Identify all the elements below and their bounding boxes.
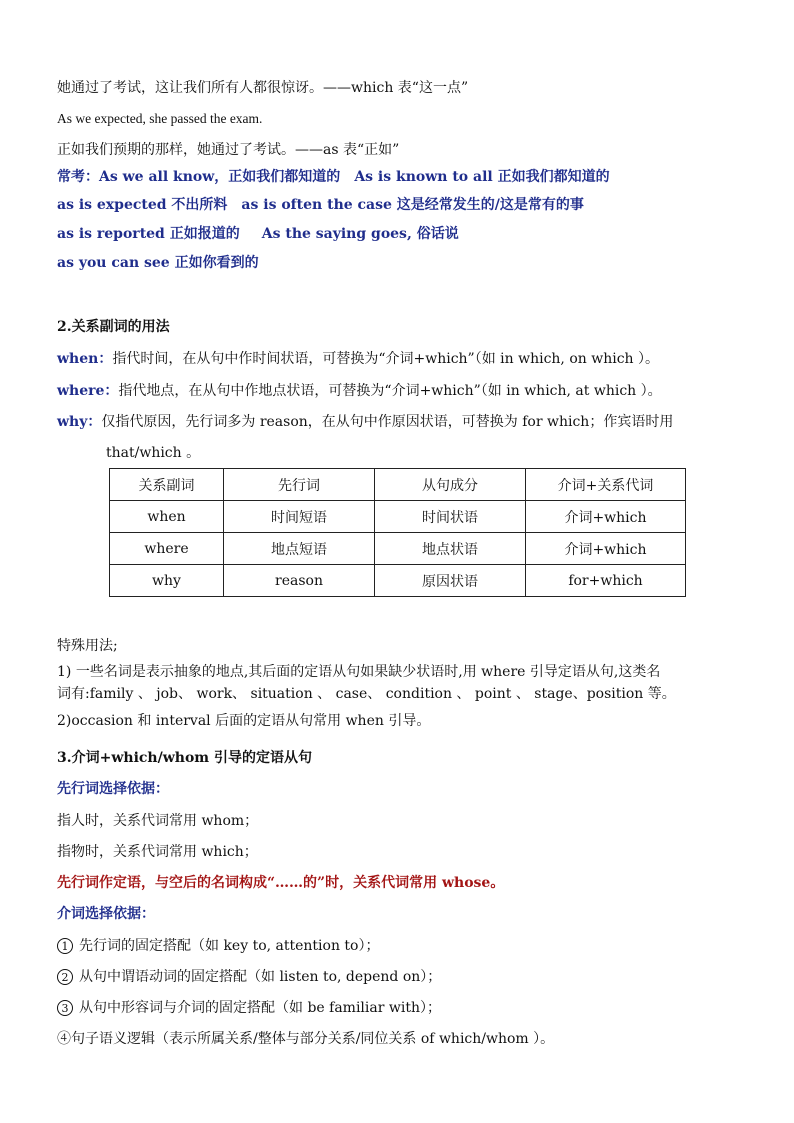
special-usage-title: 特殊用法;: [57, 638, 118, 654]
section-3-heading: 3.介词+which/whom 引导的定语从句: [57, 750, 312, 766]
circled-number-1: 1: [57, 938, 73, 954]
table-cell: for+which: [526, 565, 686, 597]
line-common-phrases-3: [57, 224, 459, 244]
when-definition: [57, 349, 659, 369]
preposition-basis-heading: 介词选择依据：: [57, 906, 155, 922]
person-rule: 指人时，关系代词常用 whom；: [57, 813, 259, 829]
rule-text: 从句中谓语动词的固定搭配（如 listen to, depend on）；: [79, 969, 442, 985]
line-common-phrases-1: [57, 167, 610, 187]
phrase-as-we-all-know: 常考：As we all know，正如我们都知道的: [57, 169, 341, 185]
table-header-cell: 先行词: [224, 469, 375, 501]
table-cell: 地点状语: [375, 533, 526, 565]
line-english-example: As we expected, she passed the exam.: [57, 111, 263, 126]
table-cell: 介词+which: [526, 501, 686, 533]
thing-rule: 指物时，关系代词常用 which；: [57, 844, 258, 860]
phrase-as-is-known: As is known to all 正如我们都知道的: [354, 169, 610, 185]
table-row: [110, 533, 686, 565]
table-header-cell: 关系副词: [110, 469, 224, 501]
table-cell: why: [110, 565, 224, 597]
table-cell: 地点短语: [224, 533, 375, 565]
rule-text: 先行词的固定搭配（如 key to, attention to）；: [79, 938, 380, 954]
table-header-cell: 从句成分: [375, 469, 526, 501]
rule-text: 从句中形容词与介词的固定搭配（如 be familiar with）；: [79, 1000, 441, 1016]
relative-adverb-table: [109, 468, 686, 597]
section-2-heading: 2.关系副词的用法: [57, 319, 170, 335]
why-description: 仅指代原因，先行词多为 reason，在从句中作原因状语，可替换为 for which；作宾语时用: [101, 414, 674, 430]
antecedent-basis-heading: 先行词选择依据：: [57, 781, 169, 797]
when-term: when：: [57, 351, 113, 367]
preposition-rule-4: ④句子语义逻辑（表示所属关系/整体与部分关系/同位关系 of which/whom ）。: [57, 1031, 555, 1047]
line-common-phrases-2: [57, 195, 584, 215]
why-definition: [57, 412, 673, 432]
where-description: 指代地点，在从句中作地点状语，可替换为“介词+which”（如 in which, at which ）。: [118, 383, 662, 399]
where-term: where：: [57, 383, 119, 399]
preposition-rule-3: [57, 998, 441, 1018]
table-header-cell: 介词+关系代词: [526, 469, 686, 501]
phrase-as-is-expected: as is expected 不出所料: [57, 197, 228, 213]
preposition-rule-2: [57, 967, 441, 987]
special-usage-p1-cont: 词有:family 、 job、 work、 situation 、 case、 condition 、 point 、 stage、position 等。: [57, 686, 676, 702]
phrase-as-the-saying: As the saying goes, 俗话说: [261, 226, 459, 242]
line-as-example: 正如我们预期的那样，她通过了考试。——as 表“正如”: [57, 142, 400, 158]
table-cell: 介词+which: [526, 533, 686, 565]
phrase-as-is-reported: as is reported 正如报道的: [57, 226, 240, 242]
table-row: [110, 501, 686, 533]
table-cell: when: [110, 501, 224, 533]
table-cell: 原因状语: [375, 565, 526, 597]
when-description: 指代时间，在从句中作时间状语，可替换为“介词+which”（如 in which, on which ）。: [112, 351, 660, 367]
whose-rule: 先行词作定语，与空后的名词构成“……的”时，关系代词常用 whose。: [57, 875, 505, 891]
why-term: why：: [57, 414, 102, 430]
table-row: [110, 565, 686, 597]
special-usage-p2: 2)occasion 和 interval 后面的定语从句常用 when 引导。: [57, 713, 431, 729]
line-which-example: 她通过了考试，这让我们所有人都很惊讶。——which 表“这一点”: [57, 80, 469, 96]
table-cell: where: [110, 533, 224, 565]
line-common-phrases-4: as you can see 正如你看到的: [57, 255, 259, 271]
where-definition: [57, 381, 662, 401]
table-cell: 时间短语: [224, 501, 375, 533]
circled-number-3: 3: [57, 1000, 73, 1016]
why-definition-cont: that/which 。: [106, 445, 201, 461]
phrase-as-is-often: as is often the case 这是经常发生的/这是常有的事: [241, 197, 584, 213]
table-cell: 时间状语: [375, 501, 526, 533]
preposition-rule-1: [57, 936, 380, 956]
special-usage-p1: 1) 一些名词是表示抽象的地点,其后面的定语从句如果缺少状语时,用 where 引导定语从句,这类名: [57, 664, 661, 680]
circled-number-2: 2: [57, 969, 73, 985]
table-header-row: [110, 469, 686, 501]
table-cell: reason: [224, 565, 375, 597]
